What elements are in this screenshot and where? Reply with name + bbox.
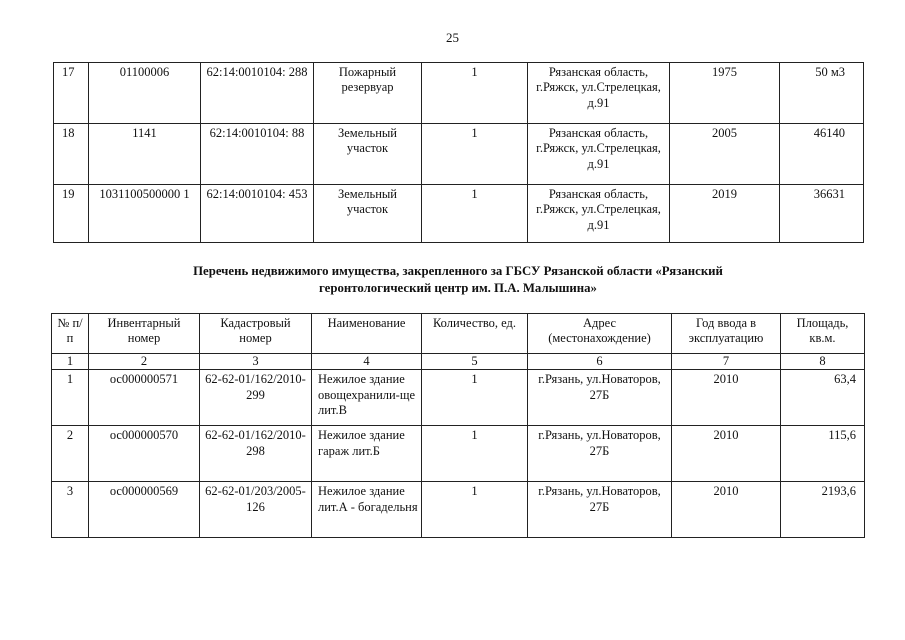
column-number: 4 xyxy=(312,354,422,370)
column-number: 8 xyxy=(781,354,865,370)
column-number: 5 xyxy=(422,354,528,370)
commission-year: 2019 xyxy=(670,185,780,243)
header-cell: Адрес (местонахождение) xyxy=(528,314,672,354)
address: г.Рязань, ул.Новаторов, 27Б xyxy=(528,426,672,482)
quantity: 1 xyxy=(422,63,528,124)
inventory-number: 1141 xyxy=(89,124,201,185)
area: 2193,6 xyxy=(781,482,865,538)
table-row xyxy=(52,370,865,426)
column-number: 7 xyxy=(672,354,781,370)
cadastral-number: 62:14:0010104: 88 xyxy=(201,124,314,185)
table-row xyxy=(54,63,864,124)
row-number: 19 xyxy=(54,185,89,243)
header-cell: Кадастровый номер xyxy=(200,314,312,354)
inventory-number: 01100006 xyxy=(89,63,201,124)
page-number: 25 xyxy=(446,30,459,45)
property-table-continued xyxy=(53,62,864,243)
header-cell: Инвентарный номер xyxy=(89,314,200,354)
area: 36631 xyxy=(780,185,864,243)
column-number: 6 xyxy=(528,354,672,370)
commission-year: 1975 xyxy=(670,63,780,124)
address: г.Рязань, ул.Новаторов, 27Б xyxy=(528,482,672,538)
header-row xyxy=(52,314,865,354)
inventory-number: ос000000571 xyxy=(89,370,200,426)
section-heading xyxy=(53,263,863,298)
area: 50 м3 xyxy=(780,63,864,124)
commission-year: 2010 xyxy=(672,426,781,482)
header-cell: Наименование xyxy=(312,314,422,354)
column-number: 2 xyxy=(89,354,200,370)
cadastral-number: 62-62-01/162/2010-298 xyxy=(200,426,312,482)
inventory-number: ос000000569 xyxy=(89,482,200,538)
cadastral-number: 62-62-01/162/2010-299 xyxy=(200,370,312,426)
quantity: 1 xyxy=(422,124,528,185)
commission-year: 2010 xyxy=(672,370,781,426)
table-row xyxy=(54,124,864,185)
inventory-number: 1031100500000 1 xyxy=(89,185,201,243)
table-row xyxy=(52,482,865,538)
object-name: Земельный участок xyxy=(314,124,422,185)
column-number: 1 xyxy=(52,354,89,370)
row-number: 1 xyxy=(52,370,89,426)
area: 115,6 xyxy=(781,426,865,482)
object-name: Нежилое здание овощехранили-ще лит.В xyxy=(312,370,422,426)
object-name: Пожарный резервуар xyxy=(314,63,422,124)
object-name: Нежилое здание лит.А - богадельня xyxy=(312,482,422,538)
object-name: Земельный участок xyxy=(314,185,422,243)
row-number: 17 xyxy=(54,63,89,124)
area: 63,4 xyxy=(781,370,865,426)
cadastral-number: 62-62-01/203/2005-126 xyxy=(200,482,312,538)
column-number: 3 xyxy=(200,354,312,370)
heading-line-1: Перечень недвижимого имущества, закрепленного за ГБСУ Рязанской области «Рязанский xyxy=(193,264,723,278)
row-number: 18 xyxy=(54,124,89,185)
header-cell: Площадь, кв.м. xyxy=(781,314,865,354)
area: 46140 xyxy=(780,124,864,185)
address: Рязанская область, г.Ряжск, ул.Стрелецкая, д.91 xyxy=(528,124,670,185)
cadastral-number: 62:14:0010104: 453 xyxy=(201,185,314,243)
header-cell: № п/п xyxy=(52,314,89,354)
quantity: 1 xyxy=(422,370,528,426)
address: Рязанская область, г.Ряжск, ул.Стрелецкая, д.91 xyxy=(528,63,670,124)
row-number: 2 xyxy=(52,426,89,482)
quantity: 1 xyxy=(422,482,528,538)
property-table xyxy=(51,313,865,538)
column-number-row xyxy=(52,354,865,370)
quantity: 1 xyxy=(422,185,528,243)
inventory-number: ос000000570 xyxy=(89,426,200,482)
row-number: 3 xyxy=(52,482,89,538)
commission-year: 2005 xyxy=(670,124,780,185)
quantity: 1 xyxy=(422,426,528,482)
commission-year: 2010 xyxy=(672,482,781,538)
table-row xyxy=(54,185,864,243)
heading-line-2: геронтологический центр им. П.А. Малышина» xyxy=(319,281,597,296)
address: г.Рязань, ул.Новаторов, 27Б xyxy=(528,370,672,426)
table-row xyxy=(52,426,865,482)
header-cell: Год ввода в эксплуатацию xyxy=(672,314,781,354)
object-name: Нежилое здание гараж лит.Б xyxy=(312,426,422,482)
address: Рязанская область, г.Ряжск, ул.Стрелецкая, д.91 xyxy=(528,185,670,243)
header-cell: Количество, ед. xyxy=(422,314,528,354)
cadastral-number: 62:14:0010104: 288 xyxy=(201,63,314,124)
